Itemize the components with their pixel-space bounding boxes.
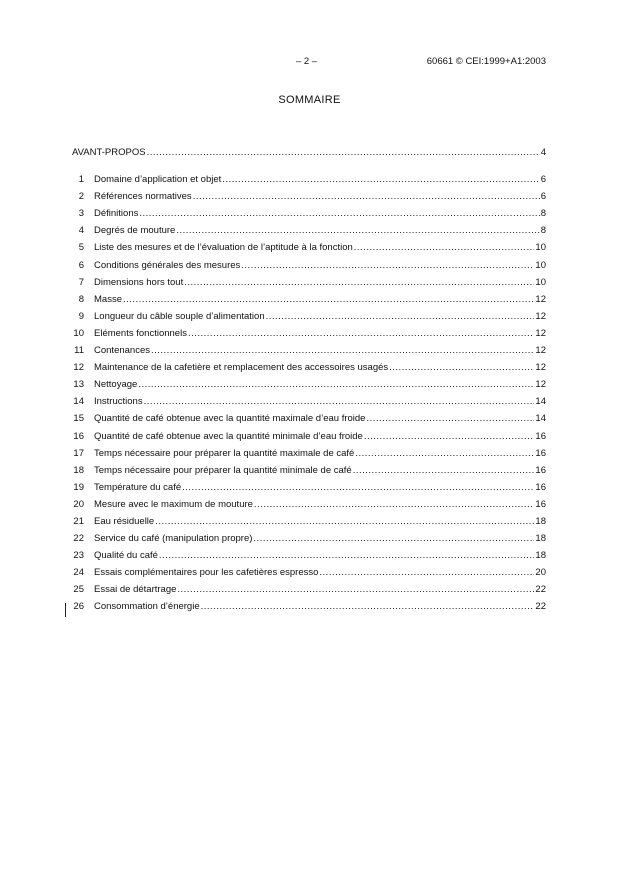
dot-leader	[184, 277, 534, 288]
toc-entry-label: Liste des mesures et de l’évaluation de l’aptitude à la fonction	[94, 242, 353, 254]
toc-entry-row[interactable]	[72, 431, 546, 448]
toc-entry-page: 22	[535, 601, 546, 613]
toc-entry-number: 22	[73, 533, 84, 545]
toc-entry-row[interactable]	[72, 208, 546, 225]
toc-entry-label: Nettoyage	[94, 379, 138, 391]
toc-entry-label: Quantité de café obtenue avec la quantité minimale d’eau froide	[94, 430, 363, 442]
toc-entry-label: Consommation d’énergie	[94, 601, 200, 613]
toc-entry-page: 18	[535, 515, 546, 527]
dot-leader	[366, 413, 534, 424]
dot-leader	[144, 396, 535, 407]
toc-entry-page: 6	[540, 174, 546, 186]
toc-entry-row[interactable]	[72, 413, 546, 430]
toc-entry-page: 8	[540, 208, 546, 220]
dot-leader	[353, 465, 535, 476]
toc-entry-row[interactable]	[72, 328, 546, 345]
dot-leader	[193, 191, 540, 202]
toc-entry-row[interactable]	[72, 584, 546, 601]
toc-entry-page: 22	[535, 584, 546, 596]
toc-entry-label: Temps nécessaire pour préparer la quantité minimale de café	[94, 464, 352, 476]
toc-entry-row[interactable]	[72, 516, 546, 533]
toc-entry-label: AVANT-PROPOS	[72, 147, 146, 158]
toc-foreword-row[interactable]	[72, 147, 546, 164]
toc-entry-row[interactable]	[72, 362, 546, 379]
toc-entry-label: Longueur du câble souple d’alimentation	[94, 310, 265, 322]
toc-entry-number: 18	[73, 464, 84, 476]
toc-entry-row[interactable]	[72, 601, 546, 618]
toc-entry-number: 10	[73, 327, 84, 339]
toc-entry-number: 2	[78, 191, 84, 203]
dot-leader	[123, 294, 534, 305]
dot-leader	[188, 328, 534, 339]
dot-leader	[151, 345, 534, 356]
toc-entry-label: Qualité du café	[94, 550, 158, 562]
toc-entry-number: 16	[73, 430, 84, 442]
dot-leader	[241, 260, 534, 271]
toc-entry-page: 6	[540, 191, 546, 203]
dot-leader	[253, 533, 534, 544]
toc-entry-page: 14	[535, 413, 546, 425]
toc-entry-row[interactable]	[72, 225, 546, 242]
toc-entry-row[interactable]	[72, 533, 546, 550]
table-of-contents	[72, 147, 546, 619]
toc-entry-row[interactable]	[72, 311, 546, 328]
page-title: SOMMAIRE	[278, 94, 341, 106]
dot-leader	[389, 362, 534, 373]
toc-entry-page: 10	[535, 242, 546, 254]
toc-entry-number: 25	[73, 584, 84, 596]
toc-entry-page: 16	[535, 447, 546, 459]
toc-entry-page: 12	[535, 310, 546, 322]
toc-entry-label: Références normatives	[94, 191, 192, 203]
toc-entry-number: 26	[73, 601, 84, 613]
toc-entry-number: 3	[78, 208, 84, 220]
toc-entry-number: 20	[73, 498, 84, 510]
toc-entry-label: Eléments fonctionnels	[94, 327, 187, 339]
toc-entry-label: Instructions	[94, 396, 143, 408]
revision-change-bar	[65, 603, 66, 617]
toc-entry-page: 10	[535, 259, 546, 271]
toc-entry-label: Maintenance de la cafetière et remplacement des accessoires usagés	[94, 362, 389, 374]
toc-entry-row[interactable]	[72, 550, 546, 567]
dot-leader	[139, 208, 539, 219]
toc-entry-page: 12	[535, 379, 546, 391]
toc-entry-page: 16	[535, 464, 546, 476]
toc-entry-number: 15	[73, 413, 84, 425]
toc-entry-label: Température du café	[94, 481, 182, 493]
toc-entry-number: 9	[78, 310, 84, 322]
toc-entry-number: 7	[78, 276, 84, 288]
toc-entry-row[interactable]	[72, 345, 546, 362]
toc-entry-label: Degrés de mouture	[94, 225, 176, 237]
toc-entry-page: 8	[540, 225, 546, 237]
toc-entry-page: 16	[535, 498, 546, 510]
toc-entry-label: Temps nécessaire pour préparer la quantité maximale de café	[94, 447, 355, 459]
toc-entry-row[interactable]	[72, 499, 546, 516]
toc-entry-page: 12	[535, 362, 546, 374]
toc-entry-label: Essais complémentaires pour les cafetières espresso	[94, 567, 319, 579]
toc-entry-row[interactable]	[72, 396, 546, 413]
toc-entry-page: 18	[535, 550, 546, 562]
toc-entry-label: Masse	[94, 293, 122, 305]
toc-entry-row[interactable]	[72, 294, 546, 311]
toc-entry-page: 16	[535, 481, 546, 493]
toc-entry-label: Dimensions hors tout	[94, 276, 184, 288]
toc-entry-number: 14	[73, 396, 84, 408]
dot-leader	[254, 499, 535, 510]
toc-entry-page: 18	[535, 533, 546, 545]
toc-entry-number: 5	[78, 242, 84, 254]
toc-entry-number: 4	[78, 225, 84, 237]
toc-entry-number: 13	[73, 379, 84, 391]
toc-entry-row[interactable]	[72, 482, 546, 499]
toc-entry-label: Quantité de café obtenue avec la quantité maximale d’eau froide	[94, 413, 366, 425]
dot-leader	[182, 482, 534, 493]
toc-entry-row[interactable]	[72, 379, 546, 396]
dot-leader	[147, 147, 540, 158]
dot-leader	[201, 601, 535, 612]
dot-leader	[319, 567, 534, 578]
toc-entry-label: Mesure avec le maximum de mouture	[94, 498, 253, 510]
toc-entry-number: 11	[74, 345, 84, 357]
toc-entry-label: Contenances	[94, 345, 150, 357]
toc-entry-page: 12	[535, 293, 546, 305]
dot-leader	[177, 584, 534, 595]
toc-entry-page: 4	[540, 147, 546, 158]
toc-entry-number: 24	[73, 567, 84, 579]
toc-entry-page: 12	[535, 327, 546, 339]
toc-entry-row[interactable]	[72, 277, 546, 294]
toc-entry-row[interactable]	[72, 191, 546, 208]
toc-entry-page: 16	[535, 430, 546, 442]
toc-entry-page: 12	[535, 345, 546, 357]
toc-entry-number: 23	[73, 550, 84, 562]
toc-entry-row[interactable]	[72, 567, 546, 584]
toc-entry-number: 19	[73, 481, 84, 493]
dot-leader	[354, 242, 535, 253]
dot-leader	[176, 225, 539, 236]
page-number: – 2 –	[296, 56, 318, 67]
toc-entry-row[interactable]	[72, 448, 546, 465]
toc-entry-row[interactable]	[72, 260, 546, 277]
toc-entry-label: Définitions	[94, 208, 139, 220]
toc-entry-label: Service du café (manipulation propre)	[94, 533, 253, 545]
dot-leader	[138, 379, 534, 390]
document-reference: 60661 © CEI:1999+A1:2003	[426, 56, 546, 67]
toc-entry-number: 12	[73, 362, 84, 374]
toc-entry-row[interactable]	[72, 242, 546, 259]
toc-entry-number: 1	[78, 174, 84, 186]
dot-leader	[364, 431, 535, 442]
toc-entry-row[interactable]	[72, 174, 546, 191]
dot-leader	[355, 448, 534, 459]
toc-entry-number: 17	[73, 447, 84, 459]
dot-leader	[155, 516, 534, 527]
toc-entry-page: 14	[535, 396, 546, 408]
toc-entry-number: 6	[78, 259, 84, 271]
dot-leader	[222, 174, 539, 185]
toc-entry-page: 10	[535, 276, 546, 288]
toc-entry-label: Domaine d’application et objet	[94, 174, 222, 186]
toc-entry-number: 8	[78, 293, 84, 305]
toc-entry-number: 21	[73, 515, 84, 527]
dot-leader	[266, 311, 535, 322]
toc-entry-label: Conditions générales des mesures	[94, 259, 241, 271]
dot-leader	[159, 550, 535, 561]
toc-entry-label: Eau résiduelle	[94, 515, 155, 527]
toc-entry-row[interactable]	[72, 465, 546, 482]
toc-entry-label: Essai de détartrage	[94, 584, 177, 596]
toc-entry-page: 20	[535, 567, 546, 579]
